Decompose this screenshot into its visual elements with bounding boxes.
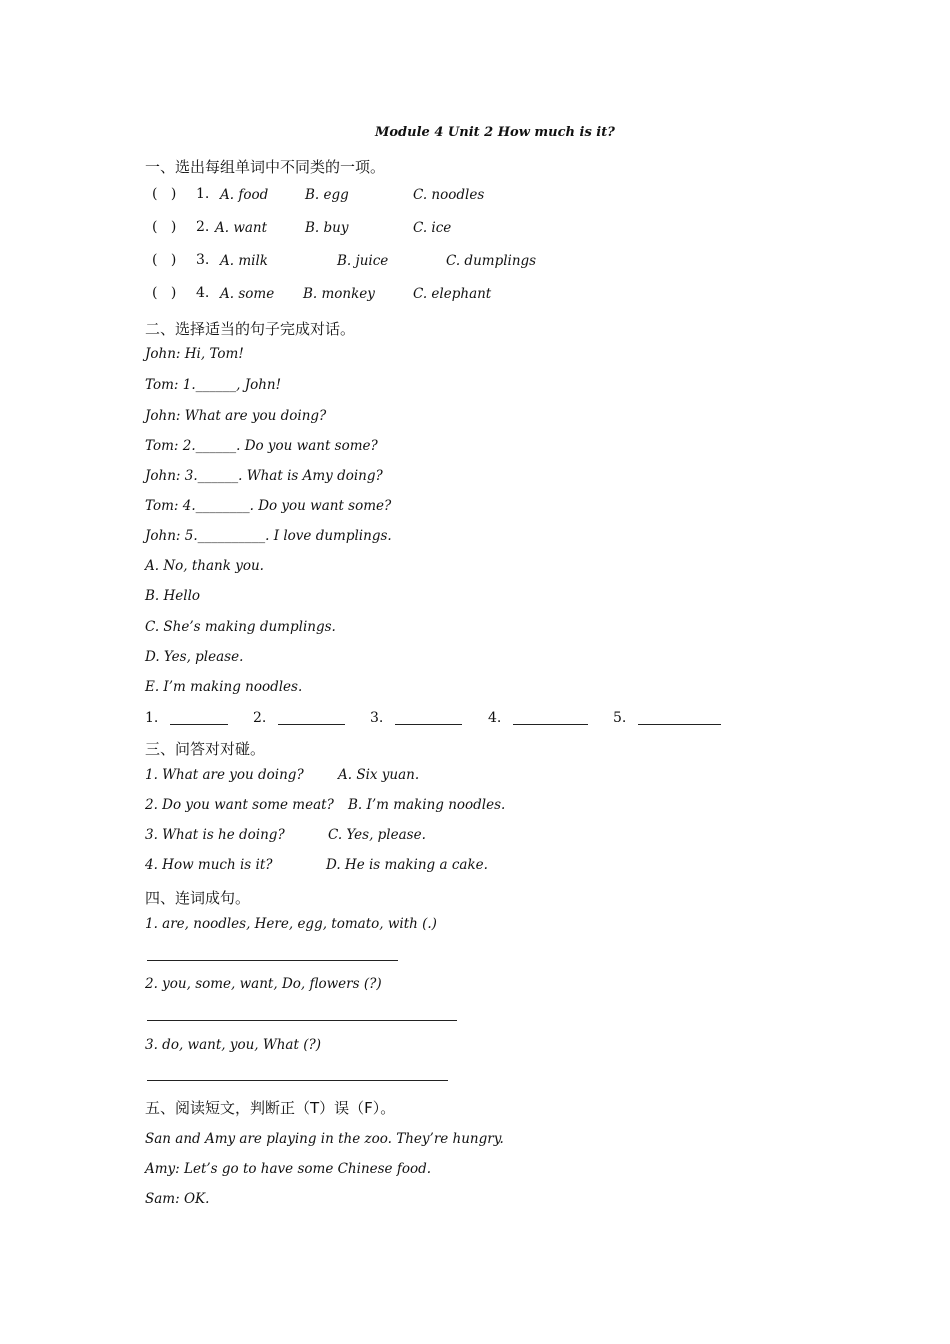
- option-c: C. noodles: [413, 187, 485, 203]
- match-question: 1. What are you doing?: [145, 767, 304, 783]
- answer-paren[interactable]: ( ): [152, 252, 177, 268]
- option-b: B. juice: [337, 253, 389, 269]
- dialogue-line: John: Hi, Tom!: [145, 346, 244, 362]
- answer-blank[interactable]: [513, 712, 588, 725]
- answer-number: 3.: [370, 710, 384, 726]
- option-b: B. egg: [305, 187, 349, 203]
- choice-option: B. Hello: [145, 588, 201, 604]
- match-answer: D. He is making a cake.: [326, 857, 488, 873]
- option-b: B. monkey: [303, 286, 375, 302]
- option-a: A. want: [215, 220, 268, 236]
- answer-paren[interactable]: ( ): [152, 219, 177, 235]
- item-number: 4.: [196, 285, 210, 301]
- choice-option: D. Yes, please.: [145, 649, 244, 665]
- answer-number: 1.: [145, 710, 159, 726]
- item-number: 1.: [196, 186, 210, 202]
- match-question: 4. How much is it?: [145, 857, 273, 873]
- choice-option: E. I’m making noodles.: [145, 679, 303, 695]
- reading-line: Sam: OK.: [145, 1191, 210, 1207]
- section5-heading: 五、阅读短文，判断正（T）误（F）。: [145, 1099, 396, 1117]
- word-order-item: 2. you, some, want, Do, flowers (?): [145, 976, 382, 992]
- option-c: C. dumplings: [446, 253, 537, 269]
- dialogue-line: John: What are you doing?: [145, 408, 327, 424]
- section1-heading: 一、选出每组单词中不同类的一项。: [145, 158, 386, 176]
- word-order-item: 3. do, want, you, What (?): [145, 1037, 321, 1053]
- reading-line: Amy: Let’s go to have some Chinese food.: [145, 1161, 432, 1177]
- answer-number: 5.: [613, 710, 627, 726]
- match-question: 3. What is he doing?: [145, 827, 285, 843]
- answer-blank[interactable]: [638, 712, 721, 725]
- answer-blank[interactable]: [278, 712, 345, 725]
- page-title: Module 4 Unit 2 How much is it?: [375, 125, 615, 140]
- option-a: A. milk: [220, 253, 268, 269]
- option-a: A. food: [220, 187, 269, 203]
- word-order-item: 1. are, noodles, Here, egg, tomato, with (.): [145, 916, 437, 932]
- reading-line: San and Amy are playing in the zoo. They’re hungry.: [145, 1131, 504, 1147]
- item-number: 2.: [196, 219, 210, 235]
- answer-paren[interactable]: ( ): [152, 186, 177, 202]
- match-question: 2. Do you want some meat?: [145, 797, 334, 813]
- section4-heading: 四、连词成句。: [145, 889, 251, 907]
- match-answer: C. Yes, please.: [328, 827, 426, 843]
- dialogue-line: John: 3.______. What is Amy doing?: [145, 468, 383, 484]
- dialogue-line: Tom: 2.______. Do you want some?: [145, 438, 378, 454]
- item-number: 3.: [196, 252, 210, 268]
- section2-heading: 二、选择适当的句子完成对话。: [145, 320, 356, 338]
- answer-line[interactable]: [147, 1020, 457, 1021]
- option-c: C. elephant: [413, 286, 492, 302]
- dialogue-line: Tom: 4.________. Do you want some?: [145, 498, 392, 514]
- section3-heading: 三、问答对对碰。: [145, 740, 266, 758]
- answer-line[interactable]: [147, 1080, 448, 1081]
- match-answer: A. Six yuan.: [338, 767, 420, 783]
- dialogue-line: Tom: 1.______, John!: [145, 377, 282, 393]
- match-answer: B. I’m making noodles.: [348, 797, 506, 813]
- answer-number: 2.: [253, 710, 267, 726]
- answer-paren[interactable]: ( ): [152, 285, 177, 301]
- dialogue-line: John: 5.__________. I love dumplings.: [145, 528, 392, 544]
- answer-blank[interactable]: [170, 712, 228, 725]
- choice-option: C. She’s making dumplings.: [145, 619, 336, 635]
- answer-blank[interactable]: [395, 712, 462, 725]
- option-b: B. buy: [305, 220, 349, 236]
- answer-line[interactable]: [147, 960, 398, 961]
- option-a: A. some: [220, 286, 275, 302]
- choice-option: A. No, thank you.: [145, 558, 264, 574]
- answer-number: 4.: [488, 710, 502, 726]
- option-c: C. ice: [413, 220, 452, 236]
